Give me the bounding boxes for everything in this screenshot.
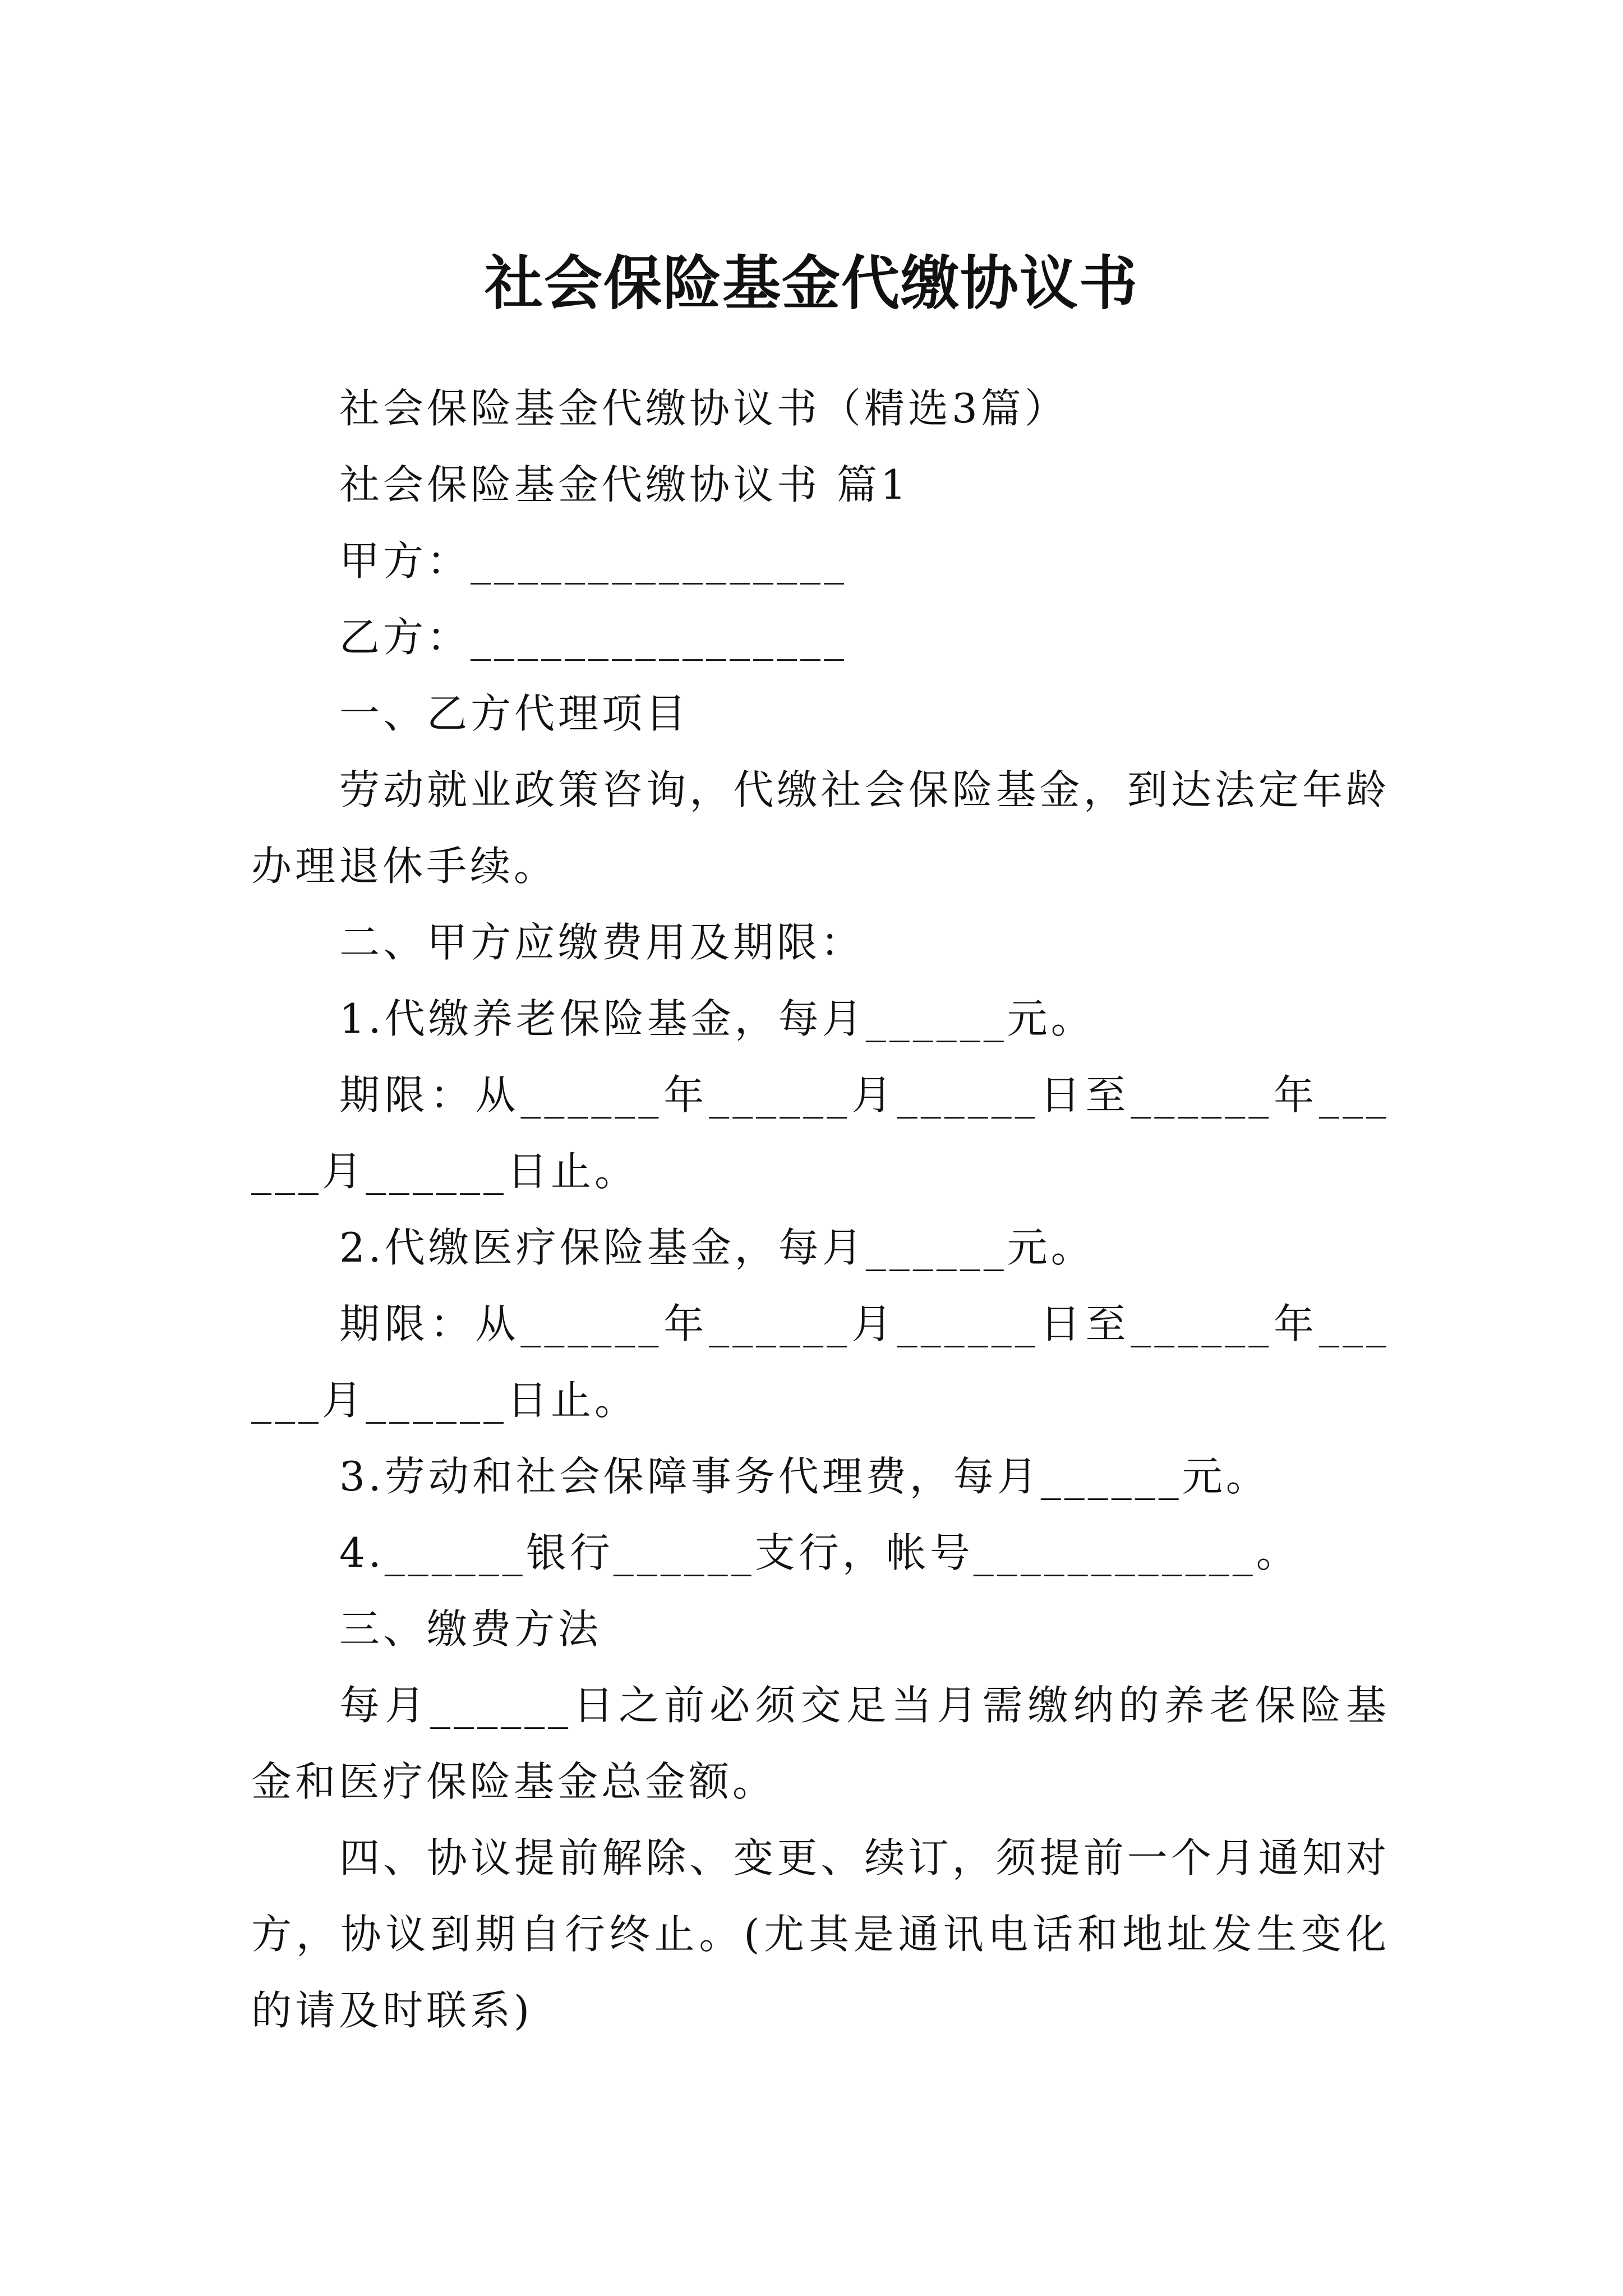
party-b-line: 乙方：________________ bbox=[339, 614, 848, 661]
document-title: 社会保险基金代缴协议书 bbox=[484, 249, 1138, 318]
subtitle-selected-3: 社会保险基金代缴协议书（精选3篇） bbox=[339, 385, 1068, 432]
party-a-line: 甲方：________________ bbox=[339, 537, 848, 585]
item-3-agency-fee: 3.劳动和社会保障事务代理费，每月______元。 bbox=[339, 1453, 1270, 1500]
clause-3-text: 每月______日之前必须交足当月需缴纳的养老保险基金和医疗保险基金总金额。 bbox=[251, 1682, 1390, 1805]
clause-heading-3: 三、缴费方法 bbox=[339, 1605, 602, 1653]
document-body bbox=[251, 370, 1390, 2049]
clause-4-text: 四、协议提前解除、变更、续订，须提前一个月通知对方，协议到期自行终止。(尤其是通讯电话和地址发生变化的请及时联系) bbox=[251, 1834, 1390, 2034]
section-heading-part-1: 社会保险基金代缴协议书 篇1 bbox=[339, 461, 910, 508]
clause-heading-2: 二、甲方应缴费用及期限： bbox=[339, 919, 865, 966]
item-2-period: 期限：从______年______月______日至______年______月______日止。 bbox=[251, 1300, 1390, 1424]
item-1-pension: 1.代缴养老保险基金，每月______元。 bbox=[339, 995, 1095, 1042]
clause-heading-1: 一、乙方代理项目 bbox=[339, 690, 690, 737]
item-2-medical: 2.代缴医疗保险基金，每月______元。 bbox=[339, 1224, 1095, 1271]
item-4-bank-account: 4.______银行______支行，帐号____________。 bbox=[339, 1529, 1300, 1576]
item-1-period: 期限：从______年______月______日至______年______月______日止。 bbox=[251, 1071, 1390, 1195]
clause-1-text: 劳动就业政策咨询，代缴社会保险基金，到达法定年龄办理退休手续。 bbox=[251, 766, 1390, 890]
